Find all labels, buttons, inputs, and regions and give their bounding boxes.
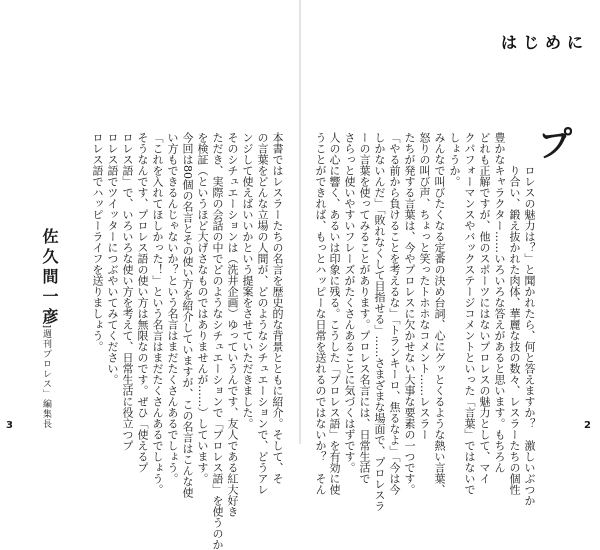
left-text-column: ロレス語でハッピーライフを送りましょう。 bbox=[91, 132, 104, 352]
left-text-column: を検証（というほど大げさなものではありませんが……）しています。 bbox=[196, 132, 209, 484]
right-text-column: 「やる前から負けることを考えるな」「トランキーロ、焦るなよ」「今は今 bbox=[388, 132, 401, 495]
right-text-column: 怒りの叫び声、ちょっと笑ったトホホなコメント……レスラー bbox=[418, 132, 431, 440]
right-text-column: 豊かなキャラクター……いろいろな答えがあると思います。もちろん bbox=[493, 132, 506, 473]
right-text-column: しかないんだ」「敗れなくして目指せる」……さまざまな場面で、プロレスラ bbox=[373, 132, 386, 512]
right-text-column: クパフォーマンスやバックステージコメントといった「言葉」ではないで bbox=[463, 132, 476, 495]
right-text-column: しょうか。 bbox=[448, 132, 461, 187]
author-name: 佐久間一彦 bbox=[40, 228, 59, 328]
right-text-column: みんなで叫びたくなる定番の決め台詞、心にグッとくるような熱い言葉、 bbox=[433, 132, 446, 495]
right-text-column: どれも正解ですが、他のスポーツにはないプロレスの魅力として、マイ bbox=[478, 132, 491, 484]
right-text-column: ロレスの魅力は？」と聞かれたら、何と答えますか？ 激しいぶつか bbox=[523, 165, 536, 506]
right-text-column: ーの言葉を使ってみることがあります。プロレス名言には、日常生活で bbox=[358, 132, 371, 484]
left-text-column: そうなんです、プロレス語の使い方は無限なのです。ぜひ「使えるプ bbox=[136, 132, 149, 473]
chapter-heading: はじめに bbox=[501, 33, 590, 52]
right-text-column: 人の心に響く、あるいは印象に残る。こうした「プロレス語」を有効に使 bbox=[328, 132, 341, 495]
left-text-column: そのシチュエーションは（洗井企画）ゆっていうんです、友人である紅大好き bbox=[226, 132, 239, 517]
right-text-column: さらっと使いやすいフレーズがたくさんあることに気づくはずです。 bbox=[343, 132, 356, 473]
page-gutter bbox=[299, 0, 301, 444]
left-text-column: い方もできるんじゃないか？という名言はまだたくさんあるでしょう。 bbox=[166, 132, 179, 484]
page-number-left: 3 bbox=[6, 420, 13, 431]
author-role: [元]週刊プロレス」編集長 bbox=[41, 310, 51, 430]
right-text-column: たちが発する言葉は、今やプロレスに欠かせない大事な要素の一つです。 bbox=[403, 132, 416, 495]
left-text-column: 今回は80個の名言とその使い方を紹介していますが、この名言はこんな使 bbox=[181, 132, 194, 498]
left-text-column: の言葉をどんな立場の人間が、どのようなシチュエーションで、どうアレ bbox=[256, 132, 269, 495]
right-text-column: うことができれば、もっとハッピーな日常を送れるのではないか？ そん bbox=[314, 132, 327, 495]
left-text-column: ロレス語でツイッターにつぶやいてみてください。 bbox=[106, 132, 119, 385]
left-text-column: ンジして使えばいいかという提案をさせていただきました。 bbox=[241, 132, 254, 429]
page-number-right: 2 bbox=[584, 420, 591, 431]
left-text-column: ロレス語」で、いろいろな使い方を考えて、日常生活に役立つプ bbox=[121, 132, 134, 451]
left-text-column: ただき、実際の会話の中でどのようなシチュエーションで「プロレス語」を使うのか bbox=[211, 132, 224, 550]
drop-cap: プ bbox=[538, 125, 572, 165]
right-text-column: り合い、鍛え抜かれた肉体、華麗な技の数々、レスラーたちの個性 bbox=[508, 165, 521, 495]
left-text-column: 「これを入れてほしかった！」という名言はまだたくさんあるでしょう。 bbox=[151, 132, 164, 495]
left-text-column: 本書ではレスラーたちの名言を歴史的な背景とともに紹介。そして、そ bbox=[271, 132, 284, 484]
